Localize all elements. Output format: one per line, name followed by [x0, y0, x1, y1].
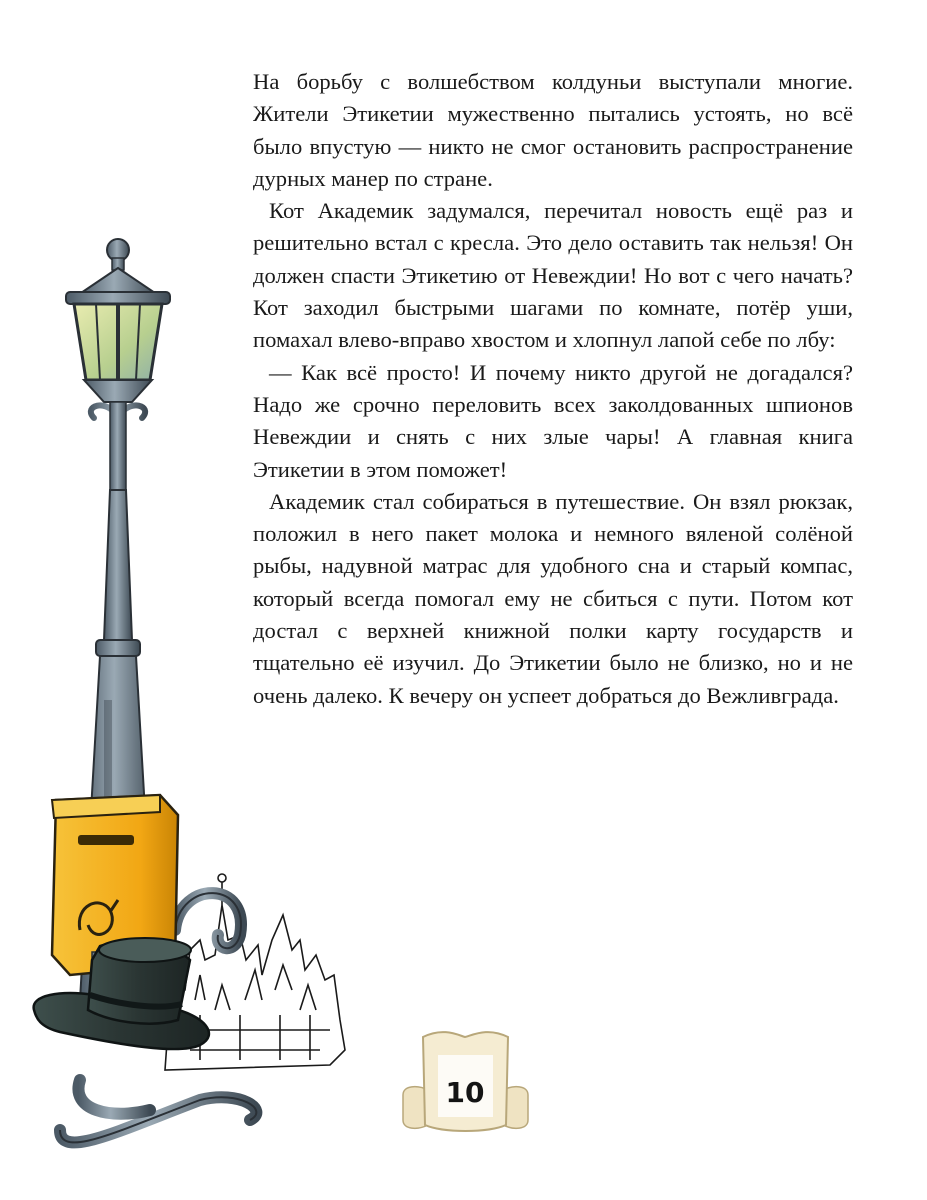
- paragraph-3: — Как всё просто! И почему никто другой не догадался? Надо же срочно переловить всех заколдованных шпионов Невеждии и снять с них злые чары! А главная книга Этикетии в этом поможет!: [253, 359, 853, 482]
- paragraph-2: Кот Академик задумался, перечитал новость ещё раз и решительно встал с кресла. Это дело оставить так нельзя! Он должен спасти Этикетию от Невеждии! Но вот с чего начать? Кот заходил быстрыми шагами по комнате, потёр уши, помахал влево-вправо хвостом и хлопнул лапой себе по лбу:: [253, 198, 853, 353]
- paragraph-4: Академик стал собираться в путешествие. Он взял рюкзак, положил в него пакет молока и немного вяленой солёной рыбы, надувной матрас для удобного сна и старый компас, который всегда помогал ему не сбиться с пути. Потом кот достал с верхней книжной полки карту государств и тщательно её изучил. До Этикетии было не близко, но и не очень далеко. К вечеру он успеет добраться до Вежливграда.: [253, 488, 853, 708]
- street-lamp-illustration: [0, 0, 380, 1200]
- page-number: 10: [445, 1076, 485, 1109]
- paragraph-1: На борьбу с волшебством колдуньи выступали многие. Жители Этикетии мужественно пытались устоять, но всё было впустую — никто не смог остановить распространение дурных манер по стране.: [253, 69, 853, 191]
